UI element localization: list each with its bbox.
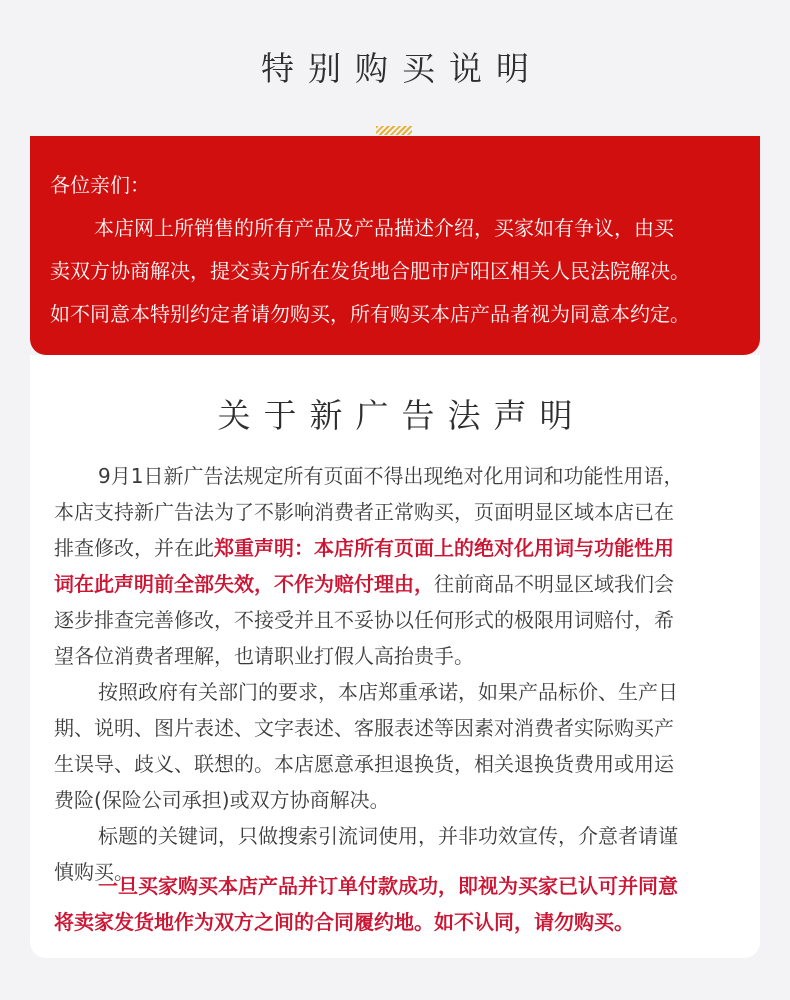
paragraph-line: [54, 566, 744, 602]
paragraph-line: 生误导、歧义、联想的。本店愿意承担退换货，相关退换货费用或用运: [54, 752, 674, 776]
ad-law-card: [30, 355, 760, 958]
paragraph-line: 逐步排查完善修改，不接受并且不妥协以任何形式的极限用词赔付，希: [54, 608, 674, 632]
plain-text: 排查修改，并在此: [54, 536, 214, 560]
paragraph-line: 费险(保险公司承担)或双方协商解决。: [54, 788, 390, 812]
paragraph-line: 望各位消费者理解，也请职业打假人高抬贵手。: [54, 644, 474, 668]
final-line: 一旦买家购买本店产品并订单付款成功，即视为买家已认可并同意: [98, 874, 678, 898]
paragraph-line: 期、说明、图片表述、文字表述、客服表述等因素对消费者实际购买产: [54, 716, 674, 740]
page-title: 特别购买说明: [261, 49, 543, 88]
red-notice-panel: [30, 136, 760, 355]
final-line: 将卖家发货地作为双方之间的合同履约地。如不认同，请勿购买。: [54, 910, 634, 934]
paragraph-line: 慎购买。: [54, 860, 134, 884]
stripe-decoration: [376, 126, 412, 135]
final-statement: [54, 868, 744, 940]
paragraph-line: 按照政府有关部门的要求，本店郑重承诺，如果产品标价、生产日: [98, 680, 678, 704]
ad-law-title: 关于新广告法声明: [217, 396, 586, 435]
paragraph-line: 本店支持新广告法为了不影响消费者正常购买，页面明显区域本店已在: [54, 500, 674, 524]
ad-law-body: [54, 458, 744, 890]
paragraph-line: 9月1日新广告法规定所有页面不得出现绝对化用词和功能性用语，: [98, 464, 684, 488]
plain-text: 往前商品不明显区域我们会: [434, 572, 674, 596]
highlighted-statement: 郑重声明：本店所有页面上的绝对化用词与功能性用: [214, 536, 674, 560]
notice-line: 如不同意本特别约定者请勿购买，所有购买本店产品者视为同意本约定。: [50, 302, 690, 326]
paragraph-line: [54, 530, 744, 566]
paragraph-line: 标题的关键词，只做搜索引流词使用，并非功效宣传，介意者请谨: [98, 824, 678, 848]
highlighted-statement: 词在此声明前全部失效，不作为赔付理由，: [54, 572, 434, 596]
notice-line: 本店网上所销售的所有产品及产品描述介绍，买家如有争议，由买: [94, 216, 674, 240]
notice-greeting: 各位亲们：: [50, 173, 150, 197]
notice-line: 卖双方协商解决，提交卖方所在发货地合肥市庐阳区相关人民法院解决。: [50, 259, 690, 283]
